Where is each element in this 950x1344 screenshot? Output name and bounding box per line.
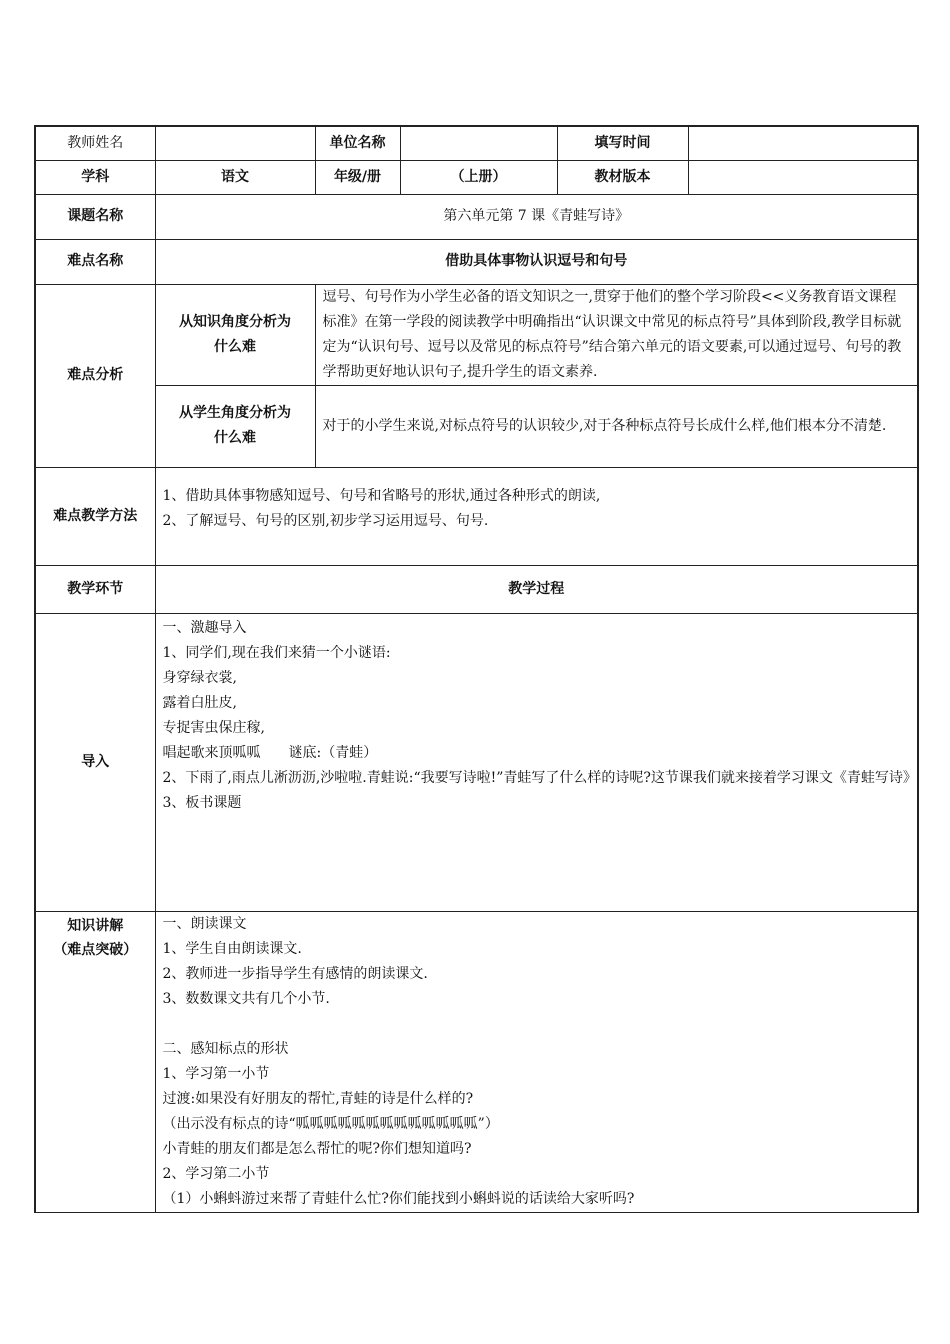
analysis-knowledge-row: [35, 284, 918, 385]
knowledge-line: 过渡:如果没有好朋友的帮忙,青蛙的诗是什么样的?: [162, 1090, 474, 1107]
teacher-name-label: 教师姓名: [35, 126, 155, 160]
knowledge-line: 1、学生自由朗读课文.: [162, 940, 302, 957]
header-row-2: [35, 160, 918, 194]
method-content: [155, 467, 918, 565]
knowledge-line: 2、教师进一步指导学生有感情的朗读课文.: [162, 965, 428, 982]
knowledge-line: 1、学习第一小节: [162, 1065, 270, 1082]
stage-header: 教学环节: [35, 565, 155, 613]
grade-value: （上册）: [400, 160, 557, 194]
intro-line: 专捉害虫保庄稼,: [162, 719, 265, 736]
intro-line: 一、激趣导入: [162, 619, 247, 636]
knowledge-line: （出示没有标点的诗“呱呱呱呱呱呱呱呱呱呱呱呱呱”）: [162, 1115, 499, 1132]
method-row: [35, 467, 918, 565]
intro-line: 1、同学们,现在我们来猜一个小谜语:: [162, 644, 391, 661]
intro-content: [155, 613, 918, 911]
process-header-row: [35, 565, 918, 613]
difficulty-label: 难点名称: [35, 239, 155, 284]
intro-line: 唱起歌来顶呱呱 谜底:（青蛙）: [162, 744, 378, 761]
knowledge-angle-text: 逗号、句号作为小学生必备的语文知识之一,贯穿于他们的整个学习阶段<<义务教育语文课程标准》在第一学段的阅读教学中明确指出“认识课文中常见的标点符号”具体到阶段,教学目标就定为“认识句号、逗号以及常见的标点符号”结合第六单元的语文要素,可以通过逗号、句号的教学帮助更好地认识句子,提升学生的语文素养.: [315, 284, 918, 385]
subject-label: 学科: [35, 160, 155, 194]
analysis-label: 难点分析: [35, 284, 155, 467]
analysis-student-row: [35, 385, 918, 467]
method-line: 2、了解逗号、句号的区别,初步学习运用逗号、句号.: [162, 512, 489, 529]
knowledge-content: [155, 911, 918, 1212]
intro-line: 身穿绿衣裳,: [162, 669, 237, 686]
header-row-1: [35, 126, 918, 160]
topic-value: 第六单元第 7 课《青蛙写诗》: [155, 194, 918, 239]
knowledge-angle-label: 从知识角度分析为什么难: [155, 284, 315, 385]
difficulty-value: 借助具体事物认识逗号和句号: [155, 239, 918, 284]
intro-line: 3、板书课题: [162, 794, 242, 811]
lesson-plan-table: [34, 125, 919, 1213]
unit-name-label: 单位名称: [315, 126, 400, 160]
knowledge-line: 小青蛙的朋友们都是怎么帮忙的呢?你们想知道吗?: [162, 1140, 472, 1157]
teacher-name-value: [155, 126, 315, 160]
grade-label: 年级/册: [315, 160, 400, 194]
edition-value: [688, 160, 918, 194]
subject-value: 语文: [155, 160, 315, 194]
intro-label: 导入: [35, 613, 155, 911]
knowledge-line: 二、感知标点的形状: [162, 1040, 289, 1057]
knowledge-label: [35, 911, 155, 1212]
knowledge-label-line1: 知识讲解: [67, 917, 124, 934]
intro-row: [35, 613, 918, 911]
knowledge-line: （1）小蝌蚪游过来帮了青蛙什么忙?你们能找到小蝌蚪说的话读给大家听吗?: [162, 1190, 635, 1207]
edition-label: 教材版本: [557, 160, 688, 194]
fill-date-label: 填写时间: [557, 126, 688, 160]
knowledge-line: 一、朗读课文: [162, 915, 247, 932]
student-angle-label: 从学生角度分析为什么难: [155, 385, 315, 467]
student-angle-text: 对于的小学生来说,对标点符号的认识较少,对于各种标点符号长成什么样,他们根本分不清楚.: [315, 385, 918, 467]
knowledge-line: 3、数数课文共有几个小节.: [162, 990, 330, 1007]
fill-date-value: [688, 126, 918, 160]
topic-row: [35, 194, 918, 239]
difficulty-row: [35, 239, 918, 284]
knowledge-line: 2、学习第二小节: [162, 1165, 270, 1182]
intro-line: 露着白肚皮,: [162, 694, 237, 711]
intro-line: 2、下雨了,雨点儿淅沥沥,沙啦啦.青蛙说:“我要写诗啦!”青蛙写了什么样的诗呢?这节课我们就来接着学习课文《青蛙写诗》: [162, 769, 917, 786]
process-header: 教学过程: [155, 565, 918, 613]
topic-label: 课题名称: [35, 194, 155, 239]
knowledge-row: [35, 911, 918, 1212]
method-line: 1、借助具体事物感知逗号、句号和省略号的形状,通过各种形式的朗读,: [162, 487, 601, 504]
method-label: 难点教学方法: [35, 467, 155, 565]
knowledge-label-line2: （难点突破）: [53, 941, 138, 958]
unit-name-value: [400, 126, 557, 160]
